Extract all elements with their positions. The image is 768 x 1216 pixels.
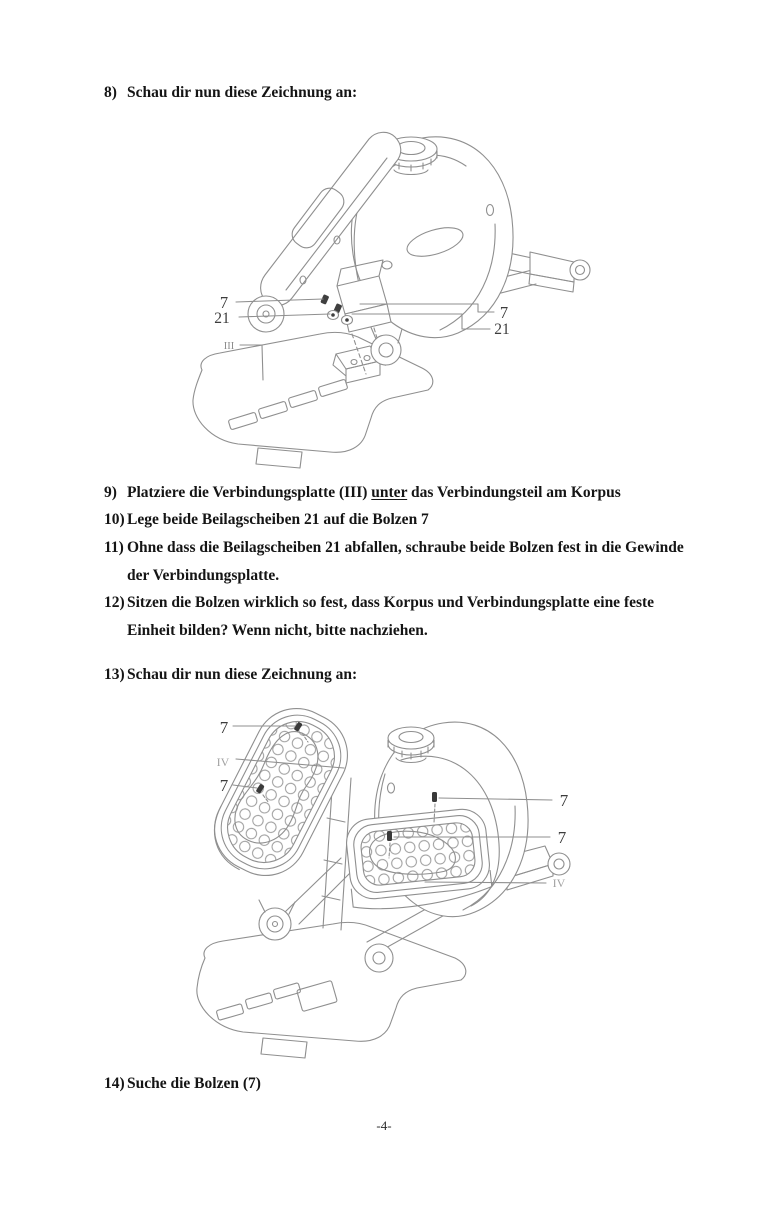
item-number: 11) xyxy=(104,539,124,556)
part-label-iv-right: IV xyxy=(552,876,566,890)
item-number: 8) xyxy=(104,84,117,101)
diagram-2-canvas xyxy=(133,696,638,1068)
base-plate xyxy=(197,922,466,1058)
part-label-iv-left: IV xyxy=(216,755,230,769)
underlined-word: unter xyxy=(371,484,408,501)
part-label-7-right-b: 7 xyxy=(557,828,567,847)
part-label-iii: III xyxy=(223,341,235,352)
item-text: Platziere die Verbindungsplatte (III) unter das Verbindungsteil am Korpus xyxy=(127,484,621,501)
instruction-item-12 xyxy=(104,589,744,644)
instruction-item-13 xyxy=(104,661,744,689)
part-label-7-left: 7 xyxy=(219,293,229,312)
instruction-item-10 xyxy=(104,506,744,534)
instruction-item-8 xyxy=(104,79,744,107)
item-number: 10) xyxy=(104,511,125,528)
diagram-1-canvas xyxy=(140,118,620,470)
item-text: Lege beide Beilagscheiben 21 auf die Bolzen 7 xyxy=(127,511,429,528)
item-text: Schau dir nun diese Zeichnung an: xyxy=(127,84,358,101)
part-label-7-right-a: 7 xyxy=(559,791,569,810)
page-number: -4- xyxy=(376,1118,392,1133)
part-label-21-left: 21 xyxy=(214,310,230,327)
item-number: 9) xyxy=(104,484,117,501)
instruction-item-9 xyxy=(104,479,744,507)
item-text: Suche die Bolzen (7) xyxy=(127,1075,261,1092)
item-number: 14) xyxy=(104,1075,125,1092)
item-number: 12) xyxy=(104,594,125,611)
assembly-diagram-1 xyxy=(140,118,620,475)
item-text: Schau dir nun diese Zeichnung an: xyxy=(127,666,358,683)
part-label-21-right: 21 xyxy=(494,321,510,338)
assembly-diagram-2 xyxy=(133,696,638,1073)
instruction-item-11 xyxy=(104,534,744,589)
instruction-item-14 xyxy=(104,1070,744,1098)
part-label-7-right: 7 xyxy=(499,303,509,322)
item-text-line1: Sitzen die Bolzen wirklich so fest, dass Korpus und Verbindungsplatte eine feste xyxy=(127,594,655,611)
item-text-line2: Einheit bilden? Wenn nicht, bitte nachziehen. xyxy=(127,621,428,639)
item-text-line2: der Verbindungsplatte. xyxy=(127,566,280,584)
part-label-7-bottom-left: 7 xyxy=(219,776,229,795)
item-number: 13) xyxy=(104,666,125,683)
part-label-7-top-left: 7 xyxy=(219,718,229,737)
centre-bracket xyxy=(320,260,391,332)
item-text-line1: Ohne dass die Beilagscheiben 21 abfallen, schraube beide Bolzen fest in die Gewinde xyxy=(127,539,684,556)
